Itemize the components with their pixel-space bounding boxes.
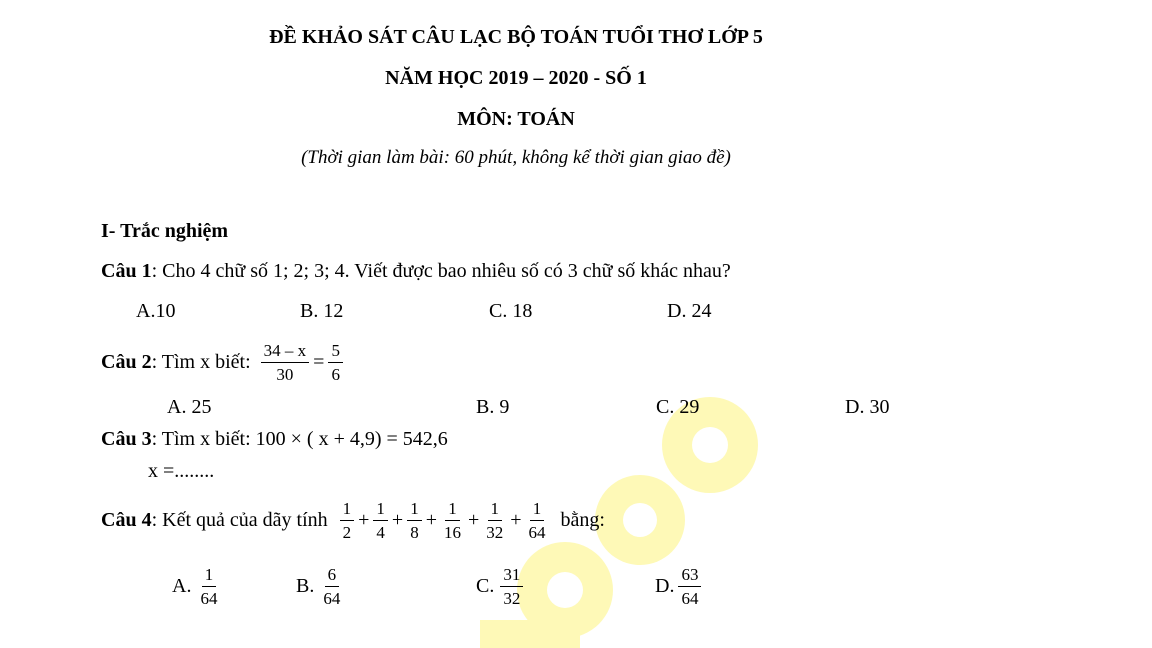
fraction-numerator: 1 xyxy=(407,500,422,521)
fraction-denominator: 32 xyxy=(503,589,521,608)
fraction-denominator: 2 xyxy=(342,523,352,542)
q2-option-c: C. 29 xyxy=(656,396,700,418)
fraction-denominator: 64 xyxy=(200,589,218,608)
fraction-denominator: 30 xyxy=(276,365,294,384)
exam-title: ĐỀ KHẢO SÁT CÂU LẠC BỘ TOÁN TUỔI THƠ LỚP 5 xyxy=(269,26,763,48)
q4-option-c xyxy=(476,566,523,607)
fraction-numerator: 1 xyxy=(530,500,545,521)
q3-answer-blank: x =........ xyxy=(148,460,215,482)
fraction-denominator: 64 xyxy=(528,523,546,542)
question-3-text: : Tìm x biết: 100 × ( x + 4,9) = 542,6 xyxy=(151,428,448,450)
fraction-denominator: 16 xyxy=(443,523,461,542)
fraction-numerator: 34 – x xyxy=(261,342,310,363)
q4-term-fraction xyxy=(373,500,388,541)
q4-term-fraction xyxy=(340,500,355,541)
question-1 xyxy=(101,260,731,283)
q1-option-b: B. 12 xyxy=(300,300,344,322)
option-fraction xyxy=(678,566,701,607)
q2-option-d: D. 30 xyxy=(845,396,890,418)
question-3 xyxy=(101,428,448,451)
q2-rhs-fraction xyxy=(328,342,343,383)
option-letter: C. xyxy=(476,575,495,597)
fraction-numerator: 6 xyxy=(325,566,340,587)
question-2-label: Câu 2 xyxy=(101,351,152,373)
q4-option-b xyxy=(296,566,343,607)
equals-sign: = xyxy=(313,351,325,373)
q2-lhs-fraction xyxy=(261,342,310,383)
fraction-denominator: 8 xyxy=(410,523,419,542)
option-letter: D. xyxy=(655,575,675,597)
question-1-label: Câu 1 xyxy=(101,260,152,282)
subject: MÔN: TOÁN xyxy=(457,108,575,130)
q4-option-d xyxy=(655,566,701,607)
fraction-numerator: 1 xyxy=(202,566,217,587)
plus-sign: + xyxy=(391,509,404,531)
q4-term-fraction xyxy=(441,500,464,541)
q4-term-fraction xyxy=(407,500,422,541)
question-1-text: : Cho 4 chữ số 1; 2; 3; 4. Viết được bao nhiêu số có 3 chữ số khác nhau? xyxy=(151,260,731,282)
question-4-label: Câu 4 xyxy=(101,509,152,531)
plus-sign: + xyxy=(358,509,370,531)
plus-sign: + xyxy=(425,509,437,531)
q4-term-fraction xyxy=(483,500,506,541)
fraction-denominator: 6 xyxy=(331,365,340,384)
option-fraction xyxy=(197,566,220,607)
school-year: NĂM HỌC 2019 – 2020 - SỐ 1 xyxy=(385,67,647,89)
q1-option-d: D. 24 xyxy=(667,300,712,322)
fraction-denominator: 64 xyxy=(323,589,341,608)
q2-option-a: A. 25 xyxy=(167,396,212,418)
fraction-numerator: 1 xyxy=(340,500,355,521)
time-note: (Thời gian làm bài: 60 phút, không kể thời gian giao đề) xyxy=(301,147,731,168)
option-letter: B. xyxy=(296,575,315,597)
option-letter: A. xyxy=(172,575,192,597)
q2-option-b: B. 9 xyxy=(476,396,510,418)
plus-sign: + xyxy=(510,509,522,531)
option-fraction xyxy=(320,566,343,607)
question-4-suffix: bằng: xyxy=(560,509,605,531)
fraction-numerator: 31 xyxy=(500,566,523,587)
q4-option-a xyxy=(172,566,220,607)
question-2 xyxy=(101,342,343,383)
fraction-denominator: 4 xyxy=(376,523,385,542)
question-3-label: Câu 3 xyxy=(101,428,152,450)
fraction-numerator: 5 xyxy=(328,342,343,363)
fraction-numerator: 1 xyxy=(488,500,503,521)
question-2-text: : Tìm x biết: xyxy=(151,351,251,373)
question-4-text: : Kết quả của dãy tính xyxy=(151,509,328,531)
question-4 xyxy=(101,500,605,541)
option-fraction xyxy=(500,566,523,607)
plus-sign: + xyxy=(467,509,480,531)
fraction-denominator: 64 xyxy=(681,589,699,608)
section-title: I- Trắc nghiệm xyxy=(101,220,229,242)
watermark-bar xyxy=(480,620,580,648)
fraction-denominator: 32 xyxy=(486,523,504,542)
fraction-numerator: 1 xyxy=(373,500,388,521)
q1-option-c: C. 18 xyxy=(489,300,533,322)
q4-term-fraction xyxy=(526,500,549,541)
fraction-numerator: 63 xyxy=(678,566,701,587)
q1-option-a: A.10 xyxy=(136,300,176,322)
fraction-numerator: 1 xyxy=(445,500,460,521)
